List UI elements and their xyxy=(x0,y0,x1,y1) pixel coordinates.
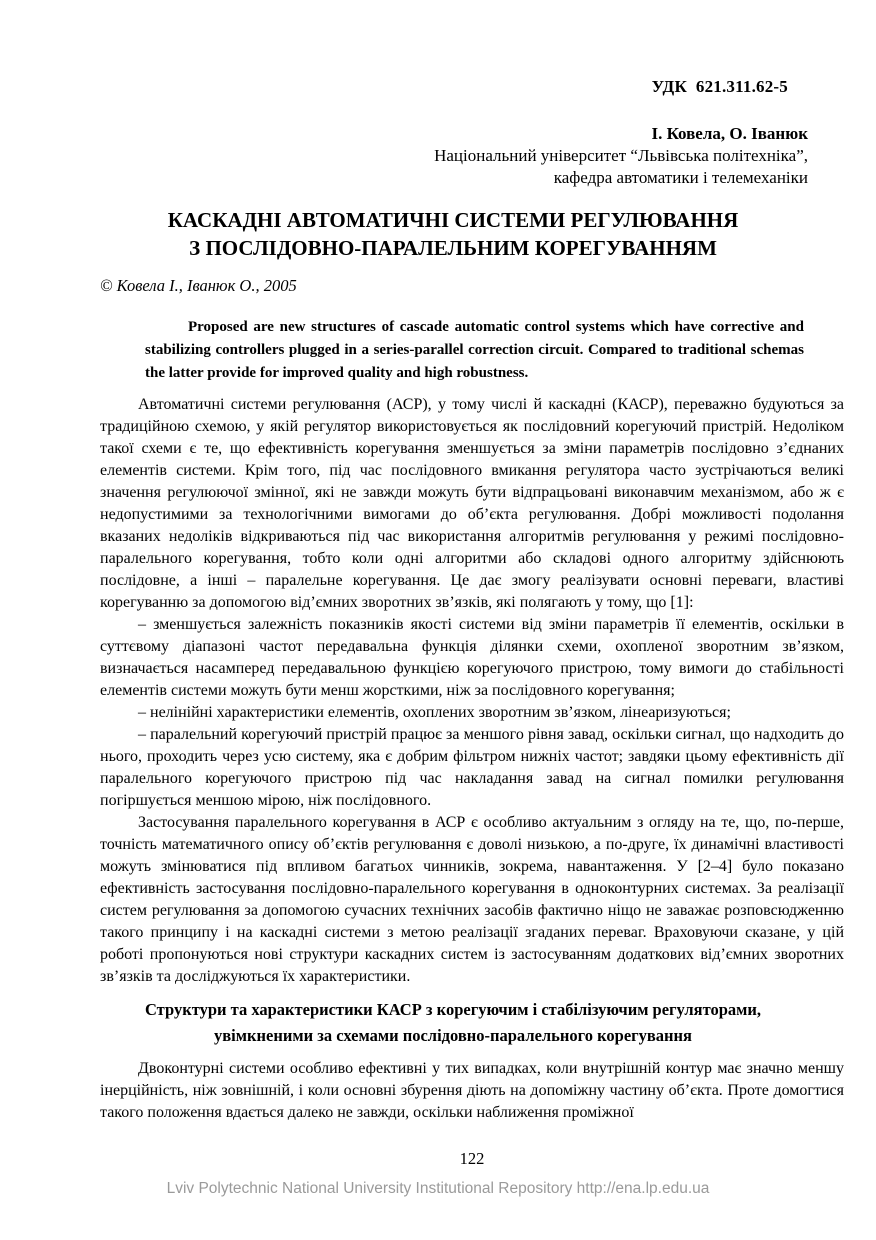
section-heading-line-1: Структури та характеристики КАСР з корегуючим і стабілізуючим регуляторами, xyxy=(144,1000,762,1019)
bullet-item-2: – нелінійні характеристики елементів, охоплених зворотним зв’язком, лінеаризуються; xyxy=(138,704,731,721)
bullet-item-1: – зменшується залежність показників якості системи від зміни параметрів її елементів, оскільки в суттєвому діапазоні частот передавальна функція ділянки схеми, охопленої зворотним зв’язком, визначається насамперед передавальною функцією корегуючого пристрою, тому вимоги до стабільності елементів системи можуть бути менш жорсткими, ніж за послідовного корегування; xyxy=(100,616,844,699)
article-title xyxy=(100,206,844,262)
article-body xyxy=(100,394,844,988)
affiliation-department: кафедра автоматики і телемеханіки xyxy=(553,168,808,187)
page-main-column xyxy=(100,0,844,1146)
byline-block xyxy=(100,123,844,189)
bullet-item-3: – паралельний корегуючий пристрій працює за меншого рівня завад, оскільки сигнал, що надходить до нього, проходить через усю систему, яка є добрим фільтром нижніх частот; завдяки цьому ефективність дії паралельного корегуючого пристрою під час накладання завад на сигнал помилки регулювання погіршується меншою мірою, ніж послідовного. xyxy=(100,726,844,809)
section-heading-line-2: увімкненими за схемами послідовно-паралельного корегування xyxy=(214,1026,692,1045)
paragraph-intro: Автоматичні системи регулювання (АСР), у тому числі й каскадні (КАСР), переважно будуються за традиційною схемою, у якій регулятор використовується як послідовний корегуючий пристрій. Недоліком такої схеми є те, що ефективність корегування зменшується за зміни параметрів послідовно з’єднаних елементів системи. Крім того, під час послідовного вмикання регулятора часто зустрічаються великі значення регулюючої змінної, які не завжди можуть бути відпрацьовані виконавчим механізмом, або ж є недопустимими за технологічними вимогами до об’єкта регулювання. Добрі можливості подолання вказаних недоліків відкриваються під час використання алгоритмів регулювання у режимі послідовно-паралельного корегування, тобто коли одні алгоритми або складові одного алгоритму здійснюють послідовне, а інші – паралельне корегування. Це дає змогу реалізувати основні переваги, властиві корегуванню за допомогою від’ємних зворотних зв’язків, які полягають у тому, що [1]: xyxy=(100,396,844,611)
abstract: Proposed are new structures of cascade automatic control systems which have corrective and stabilizing controllers plugged in a series-parallel correction circuit. Compared to traditional schemas the latter provide for improved quality and high robustness. xyxy=(145,319,804,381)
affiliation-university: Національний університет “Львівська політехніка”, xyxy=(434,146,808,165)
repository-footer: Lviv Polytechnic National University Institutional Repository http://ena.lp.edu.ua xyxy=(166,1180,710,1197)
article-body-continued xyxy=(100,1058,844,1124)
paragraph-closing: Двоконтурні системи особливо ефективні у тих випадках, коли внутрішній контур має значно меншу інерційність, ніж зовнішній, і коли основні збурення діють на допоміжну частину об’єкта. Проте домогтися такого положення вдається далеко не завжди, оскільки наближення проміжної xyxy=(100,1060,844,1121)
udc-code: УДК 621.311.62-5 xyxy=(651,77,788,96)
article-title-line-2: З ПОСЛІДОВНО-ПАРАЛЕЛЬНИМ КОРЕГУВАННЯМ xyxy=(189,236,717,260)
paragraph-discussion: Застосування паралельного корегування в АСР є особливо актуальним з огляду на те, що, по-перше, точність математичного опису об’єктів регулювання є доволі низькою, а по-друге, їх динамічні властивості можуть змінюватися під впливом багатьох чинників, зокрема, навантаження. У [2–4] було показано ефективність застосування послідовно-паралельного корегування в одноконтурних системах. За реалізації систем регулювання за допомогою сучасних технічних засобів фактично ніщо не заважає розповсюдженню такого принципу і на каскадні системи з метою реалізації згаданих переваг. Враховуючи сказане, у цій роботі пропонуються нові структури каскадних систем із застосуванням додаткових від’ємних зворотних зв’язків та досліджуються їх характеристики. xyxy=(100,814,844,985)
page-number: 122 xyxy=(459,1149,485,1168)
authors: І. Ковела, О. Іванюк xyxy=(651,124,808,143)
section-heading xyxy=(100,997,844,1049)
copyright-line: © Ковела І., Іванюк О., 2005 xyxy=(100,276,297,295)
article-title-line-1: КАСКАДНІ АВТОМАТИЧНІ СИСТЕМИ РЕГУЛЮВАННЯ xyxy=(167,208,739,232)
